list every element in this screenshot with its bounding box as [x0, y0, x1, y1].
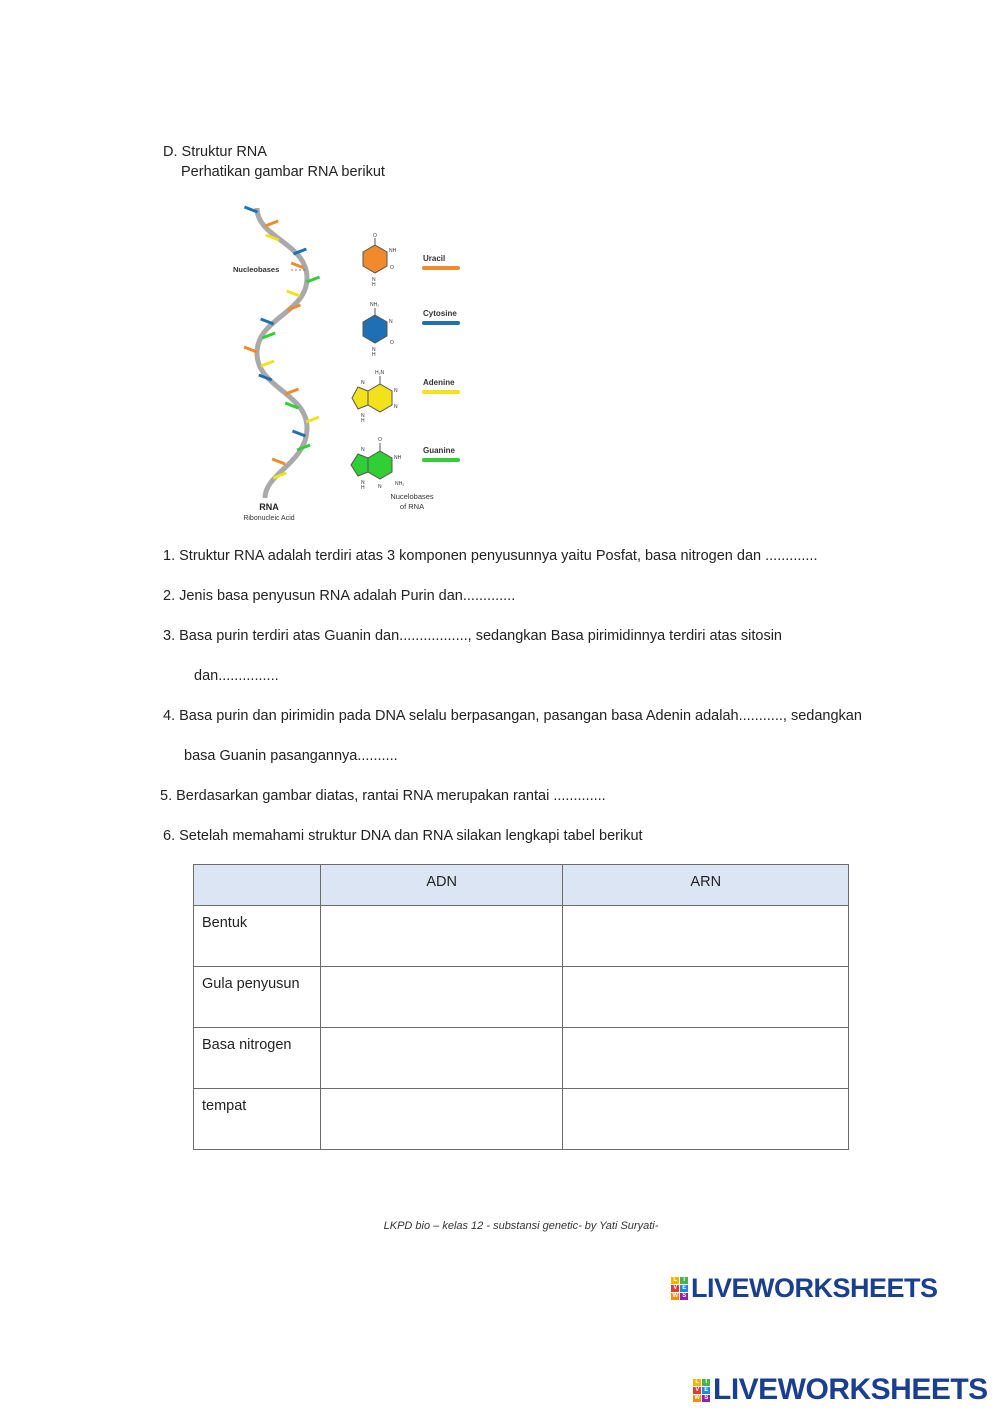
- svg-text:N: N: [361, 480, 365, 486]
- bases-caption-line1: Nucelobases: [390, 492, 434, 501]
- adenine-molecule: [352, 370, 398, 424]
- helix-base-tick: [272, 459, 285, 464]
- base-label-adenine: Adenine: [423, 378, 455, 387]
- helix-base-tick: [285, 389, 298, 394]
- svg-text:N: N: [361, 447, 365, 453]
- svg-text:NH: NH: [389, 248, 397, 254]
- footer-credit: LKPD bio – kelas 12 - substansi genetic- by Yati Suryati-: [383, 1220, 659, 1232]
- answer-cell-arn-bentuk[interactable]: [563, 906, 849, 967]
- question-3-continued: dan...............: [194, 668, 279, 684]
- table-row: [194, 906, 849, 967]
- svg-text:N: N: [389, 319, 393, 325]
- question-6: 6. Setelah memahami struktur DNA dan RNA silakan lengkapi tabel berikut: [163, 828, 643, 844]
- section-heading: D. Struktur RNA: [163, 144, 267, 160]
- svg-text:H: H: [372, 282, 376, 288]
- answer-cell-adn-basa[interactable]: [320, 1028, 563, 1089]
- svg-text:NH₂: NH₂: [370, 302, 380, 308]
- liveworksheets-logo-bottom[interactable]: [693, 1373, 988, 1407]
- logo-mark-tile: I: [702, 1379, 710, 1386]
- table-row: [194, 1028, 849, 1089]
- logo-mark-tile: W: [672, 1293, 678, 1299]
- question-1: 1. Struktur RNA adalah terdiri atas 3 komponen penyusunnya yaitu Posfat, basa nitrogen dan .............: [163, 548, 818, 564]
- question-4-continued: basa Guanin pasangannya..........: [184, 748, 398, 764]
- nucleobases-label: Nucleobases: [233, 265, 280, 274]
- helix-base-tick: [287, 291, 300, 296]
- base-bar-adenine: [422, 390, 460, 394]
- answer-cell-adn-bentuk[interactable]: [320, 906, 563, 967]
- bases-caption-line2: of RNA: [399, 502, 425, 511]
- svg-text:N: N: [394, 388, 398, 394]
- answer-cell-adn-tempat[interactable]: [320, 1089, 563, 1150]
- svg-text:O: O: [390, 340, 394, 346]
- svg-text:H₂N: H₂N: [375, 370, 385, 376]
- table-header-row: [194, 865, 849, 906]
- row-label-bentuk: Bentuk: [194, 906, 321, 967]
- logo-mark-tile: V: [693, 1387, 701, 1394]
- table-header-adn: ADN: [320, 865, 563, 906]
- table-header-blank: [194, 865, 321, 906]
- logo-mark-tile: I: [680, 1277, 688, 1284]
- base-bar-guanine: [422, 458, 460, 462]
- base-bar-uracil: [422, 266, 460, 270]
- answer-cell-arn-tempat[interactable]: [563, 1089, 849, 1150]
- answer-cell-arn-basa[interactable]: [563, 1028, 849, 1089]
- comparison-table: [193, 864, 849, 1150]
- svg-text:H: H: [361, 485, 365, 491]
- logo-mark-tile: E: [702, 1387, 710, 1394]
- question-2: 2. Jenis basa penyusun RNA adalah Purin dan.............: [163, 588, 516, 604]
- logo-mark-tile: W: [694, 1394, 700, 1401]
- logo-mark-tile: E: [680, 1285, 688, 1292]
- base-bar-cytosine: [422, 321, 460, 325]
- logo-mark-tile: S: [702, 1395, 710, 1402]
- svg-text:N: N: [372, 277, 376, 283]
- svg-text:N: N: [372, 347, 376, 353]
- table-row: [194, 1089, 849, 1150]
- rna-title: RNA: [259, 502, 279, 512]
- svg-text:O: O: [390, 265, 394, 271]
- liveworksheets-logo-top[interactable]: [671, 1273, 938, 1304]
- svg-text:H: H: [372, 352, 376, 358]
- cytosine-molecule: [363, 302, 394, 358]
- row-label-tempat: tempat: [194, 1089, 321, 1150]
- question-5: 5. Berdasarkan gambar diatas, rantai RNA merupakan rantai .............: [160, 788, 606, 804]
- helix-base-tick: [261, 361, 274, 366]
- liveworksheets-mark-icon: [671, 1277, 688, 1300]
- rna-figure: [225, 198, 485, 528]
- row-label-gula-penyusun: Gula penyusun: [194, 967, 321, 1028]
- question-4: 4. Basa purin dan pirimidin pada DNA selalu berpasangan, pasangan basa Adenin adalah..........., sedangkan: [163, 708, 862, 724]
- liveworksheets-logo-text: LIVEWORKSHEETS: [691, 1273, 938, 1303]
- question-3: 3. Basa purin terdiri atas Guanin dan................., sedangkan Basa pirimidinnya terdiri atas sitosin: [163, 628, 782, 644]
- liveworksheets-mark-icon: [693, 1379, 710, 1402]
- logo-mark-tile: L: [693, 1379, 701, 1386]
- svg-text:H: H: [361, 418, 365, 424]
- svg-text:N: N: [394, 404, 398, 410]
- svg-text:NH₂: NH₂: [395, 481, 405, 487]
- liveworksheets-logo-text: LIVEWORKSHEETS: [713, 1373, 988, 1406]
- svg-text:N: N: [378, 484, 382, 490]
- logo-mark-tile: L: [671, 1277, 679, 1284]
- base-label-cytosine: Cytosine: [423, 309, 457, 318]
- base-label-uracil: Uracil: [423, 254, 446, 263]
- section-intro: Perhatikan gambar RNA berikut: [181, 164, 385, 180]
- answer-cell-arn-gula[interactable]: [563, 967, 849, 1028]
- uracil-molecule: [363, 233, 397, 288]
- helix-base-tick: [265, 221, 278, 226]
- svg-text:N: N: [361, 380, 365, 386]
- logo-mark-tile: S: [680, 1293, 688, 1300]
- logo-mark-tile: V: [671, 1285, 679, 1292]
- table-header-arn: ARN: [563, 865, 849, 906]
- svg-text:NH: NH: [394, 455, 402, 461]
- helix-base-tick: [292, 431, 305, 436]
- guanine-molecule: [351, 437, 404, 491]
- svg-text:O: O: [373, 233, 377, 239]
- svg-text:N: N: [361, 413, 365, 419]
- svg-text:O: O: [378, 437, 382, 443]
- answer-cell-adn-gula[interactable]: [320, 967, 563, 1028]
- rna-subtitle: Ribonucleic Acid: [243, 515, 295, 522]
- table-row: [194, 967, 849, 1028]
- base-label-guanine: Guanine: [423, 446, 456, 455]
- row-label-basa-nitrogen: Basa nitrogen: [194, 1028, 321, 1089]
